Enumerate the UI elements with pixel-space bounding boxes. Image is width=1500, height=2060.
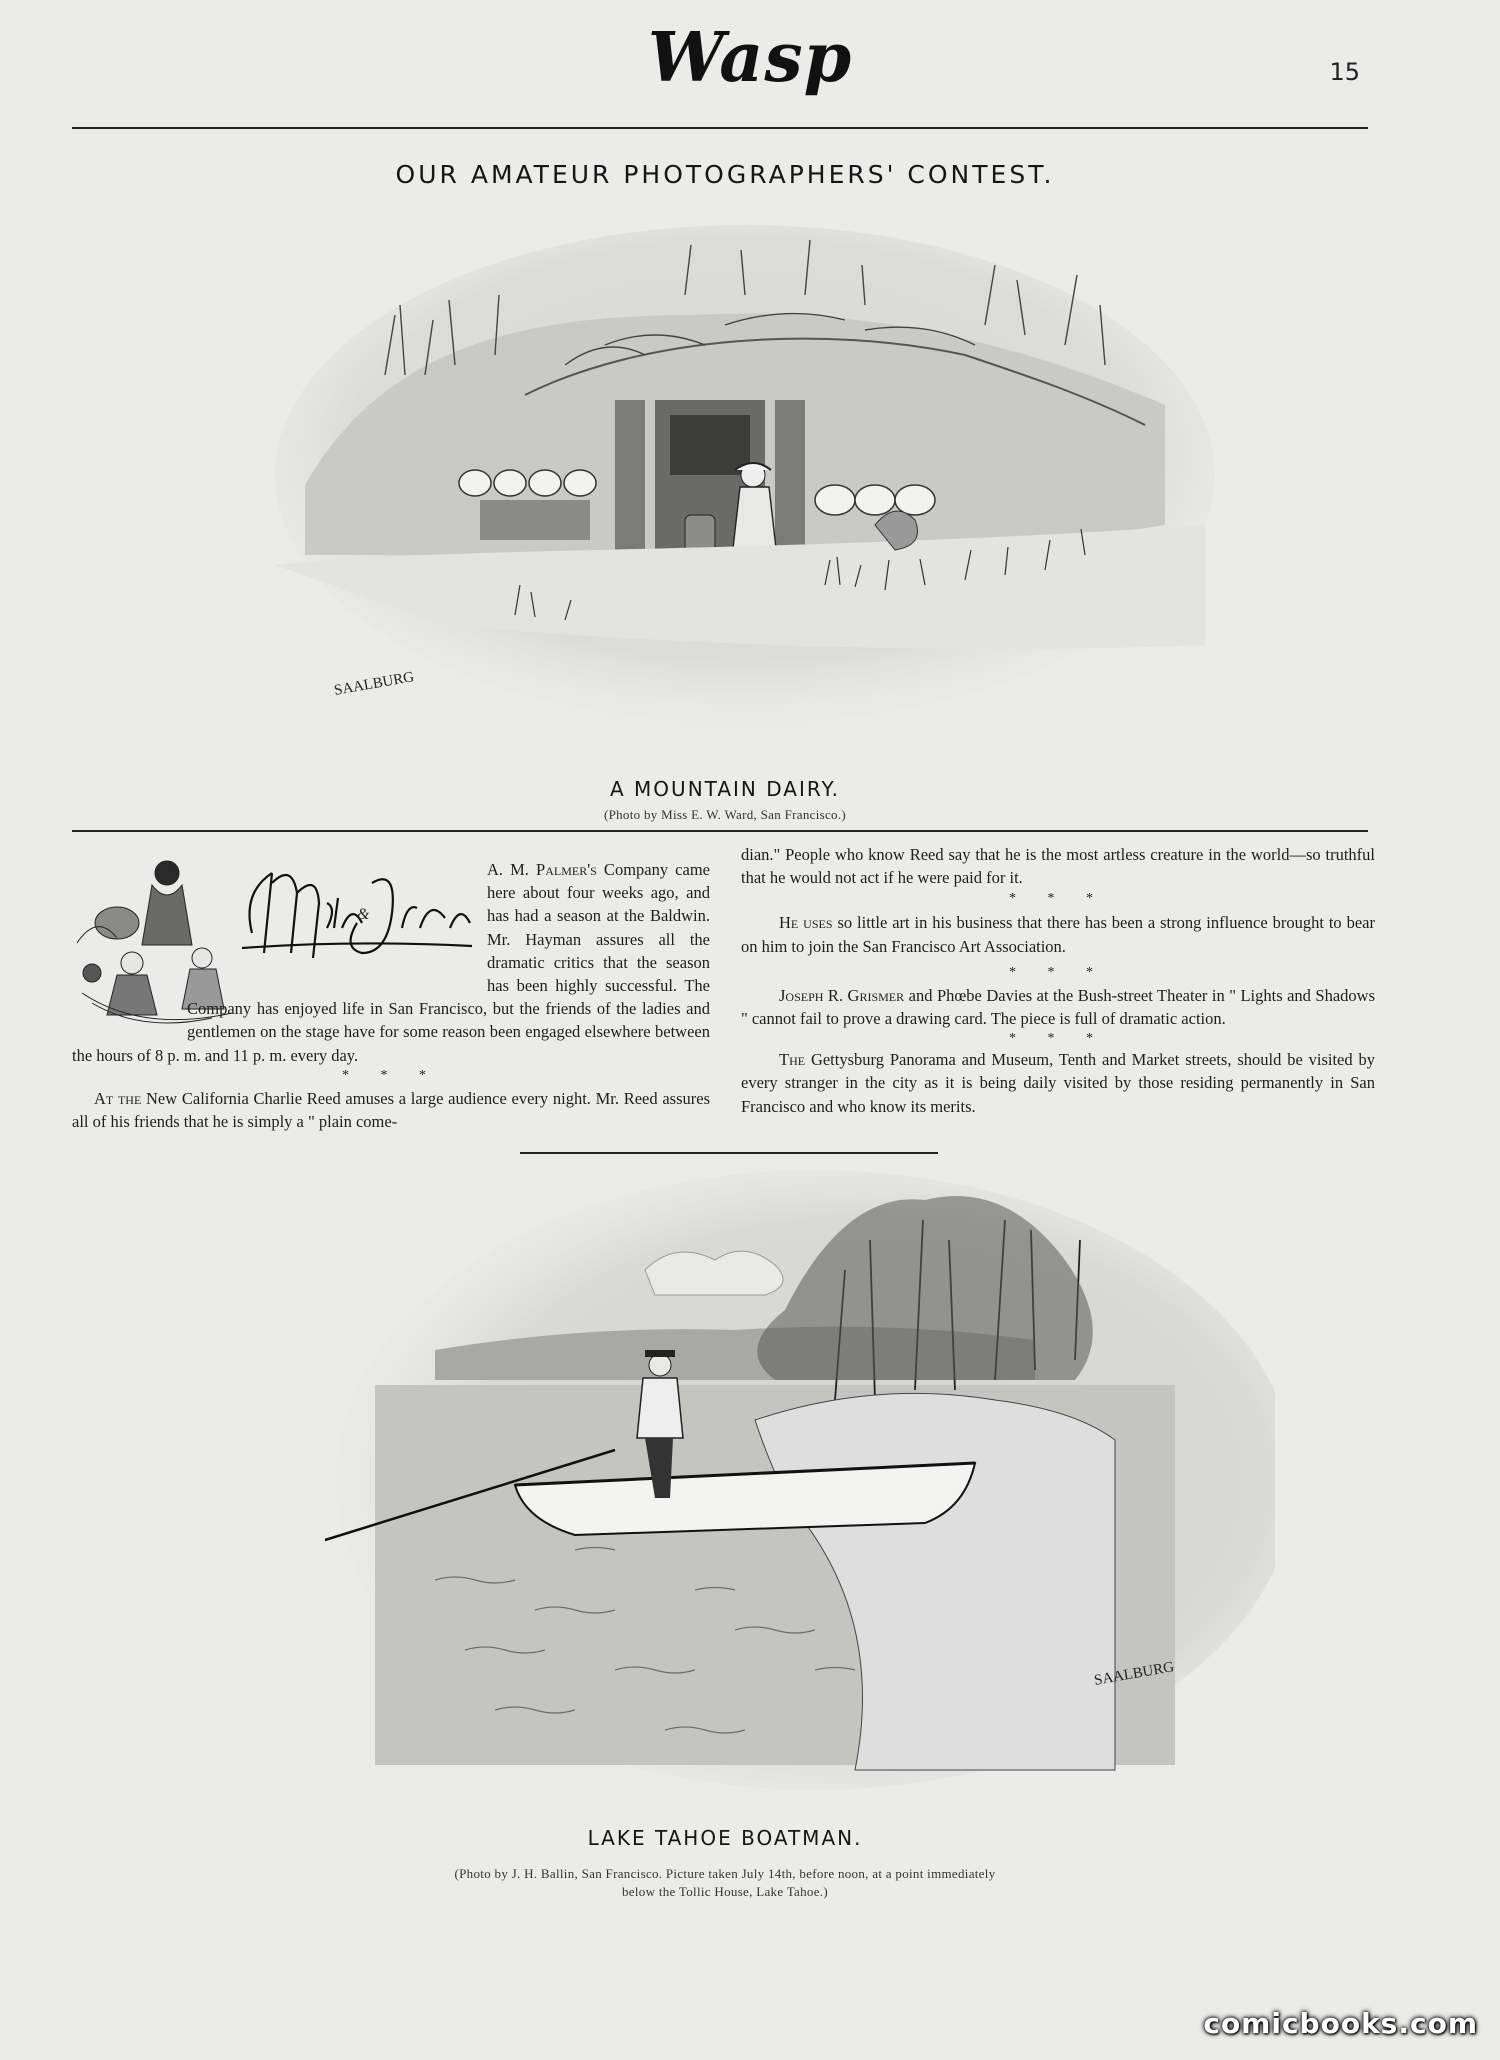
section-stars: * * *	[342, 1067, 440, 1083]
paragraph-reed	[72, 1087, 710, 1133]
gettysburg-lead: The	[779, 1050, 806, 1070]
palmer-lead-name: A. M. Palmer's	[487, 860, 597, 879]
section-rule	[72, 830, 1368, 832]
lake-tahoe-credit-line1: (Photo by J. H. Ballin, San Francisco. Picture taken July 14th, before noon, at a point immediately	[454, 1866, 996, 1881]
paragraph-gettysburg	[741, 1048, 1375, 1118]
lake-tahoe-caption: LAKE TAHOE BOATMAN.	[587, 1826, 863, 1850]
mountain-dairy-illustration	[265, 225, 1225, 740]
mountain-dairy-signature: SAALBURG	[332, 669, 416, 699]
heading-art-spacer-lower	[72, 978, 187, 1038]
art-lead: He uses	[779, 913, 833, 933]
section-stars: * * *	[1009, 1031, 1107, 1047]
heading-art-spacer	[72, 858, 487, 978]
reed-lead: At the	[94, 1088, 142, 1108]
section-stars: * * *	[1009, 891, 1107, 907]
contest-title: OUR AMATEUR PHOTOGRAPHERS' CONTEST.	[395, 160, 1055, 189]
section-stars: * * *	[1009, 964, 1107, 980]
lake-tahoe-illustration	[315, 1150, 1275, 1790]
mountain-dairy-caption: A MOUNTAIN DAIRY.	[610, 777, 840, 801]
page-number: 15	[1329, 58, 1360, 86]
paragraph-art-association	[741, 911, 1375, 957]
lake-tahoe-signature: SAALBURG	[1092, 1659, 1176, 1689]
header-rule	[72, 127, 1368, 129]
music-drama-left-text	[72, 858, 710, 1133]
lake-tahoe-credit-line2: below the Tollic House, Lake Tahoe.)	[622, 1884, 828, 1899]
art-text: so little art in his business that there has been a strong influence brought to bear on him to join the San Francisco Art Association.	[741, 913, 1375, 956]
gettysburg-text: Gettysburg Panorama and Museum, Tenth and Market streets, should be visited by every stranger in the city as it is being daily visited by those residing permanently in San Francisco and who know its merits.	[741, 1050, 1375, 1116]
svg-text:&: &	[357, 906, 370, 923]
watermark: comicbooks.com	[1203, 2007, 1478, 2040]
reed-text: New California Charlie Reed amuses a large audience every night. Mr. Reed assures all of his friends that he is simply a " plain come-	[72, 1088, 710, 1132]
grismer-lead: Joseph R. Grismer	[779, 985, 905, 1005]
mountain-dairy-credit: (Photo by Miss E. W. Ward, San Francisco.)	[603, 807, 847, 822]
palmer-text: Company came here about four weeks ago, and has had a season at the Baldwin. Mr. Hayman assures all the dramatic critics that the season has been highly successful. The Company has enjoyed life in San Francisco, but the friends of the ladies and gentlemen on the stage have for some reason been engaged elsewhere between the hours of 8 p. m. and 11 p. m. every day.	[72, 860, 710, 1065]
paragraph-reed-continued: dian." People who know Reed say that he is the most artless creature in the world—so truthful that he would not act if he were paid for it.	[741, 845, 1375, 888]
grismer-text: and Phœbe Davies at the Bush-street Theater in " Lights and Shadows " cannot fail to prove a drawing card. The piece is full of dramatic action.	[741, 985, 1375, 1029]
masthead-logo: Wasp	[647, 18, 853, 98]
music-drama-right-column	[741, 843, 1375, 1118]
paragraph-grismer	[741, 984, 1375, 1030]
